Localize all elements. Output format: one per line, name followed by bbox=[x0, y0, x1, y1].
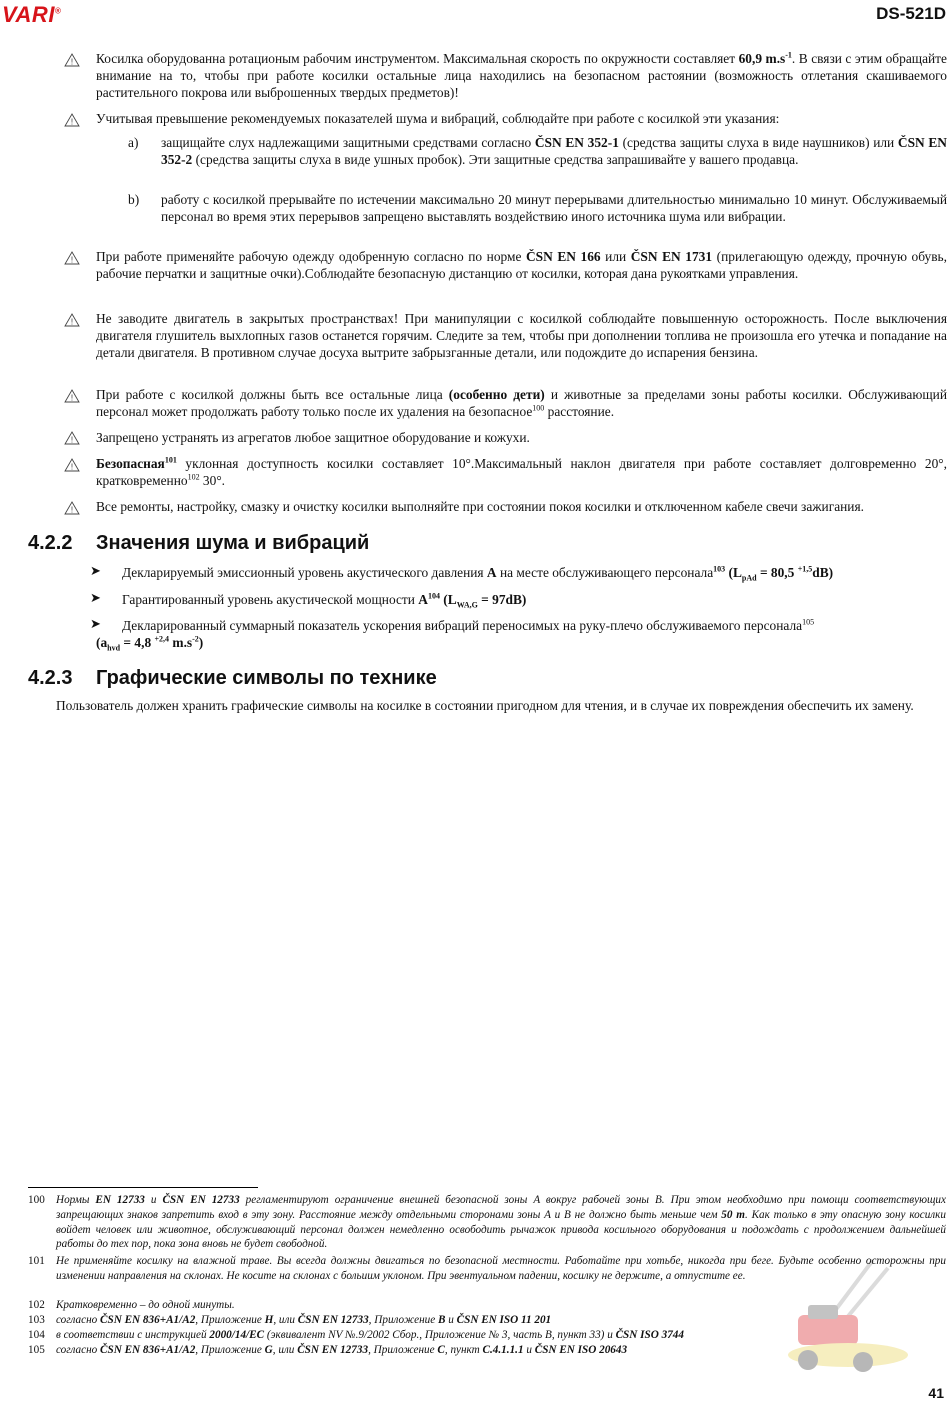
list-item-continuation: ($a_{hvd} = 4,8$ $^{+2,4}$ $m.s^{-2}$) bbox=[96, 634, 204, 653]
list-item: работу с косилкой прерывайте по истечении максимально 20 минут перерывами длительностью минимально 10 минут. Обслуживаемый персонал во время этих перерывов запрещено выставлять воздействию иного источника шума или вибрации. bbox=[161, 192, 947, 224]
warning-triangle-icon bbox=[64, 389, 80, 403]
warning-paragraph: Все ремонты, настройку, смазку и очистку косилки выполняйте при состоянии покоя косилки и отключенном кабеле свечи зажигания. bbox=[96, 499, 864, 514]
arrow-bullet-icon: ➤ bbox=[90, 590, 101, 605]
warning-paragraph: Косилка оборудованна ротационым рабочим инструментом. Максимальная скорость по окружности составляет 60,9 $m.s^{-1}$. В связи с этим обращайте внимание на то, чтобы при работе косилки остальные лица находились на безопасном растоянии (возможность отлетания скашиваемого растительного покрова или выброшенных твердых предметов)! bbox=[96, 50, 947, 100]
body-paragraph: Пользователь должен хранить графические символы на косилке в состоянии пригодном для чтения, и в случае их повреждения обеспечить их замену. bbox=[56, 698, 914, 713]
svg-text:!: ! bbox=[70, 255, 74, 265]
list-item: защищайте слух надлежащими защитными средствами согласно ČSN EN 352-1 (средства защиты слуха в виде наушников) или ČSN EN 352-2 (средства защиты слуха в виде ушных пробок). Эти защитные средства запрашивайте у вашего продавца. bbox=[161, 135, 947, 167]
list-marker: b) bbox=[128, 192, 140, 207]
list-marker: a) bbox=[128, 135, 139, 150]
warning-paragraph: Безопасная$^{101}$ уклонная доступность косилки составляет 10°.Максимальный наклон двигателя при работе составляет долговременно 20°, кратковременно$^{102}$ 30°. bbox=[96, 455, 947, 488]
warning-paragraph: При работе применяйте рабочую одежду одобренную согласно по норме ČSN EN 166 или ČSN EN 1731 (прилегающую одежду, прочную обувь, рабочие перчатки и защитные очки).Соблюдайте безопасную дистанцию от косилки, которая дана рукоятками управления. bbox=[96, 249, 948, 281]
footnote-separator bbox=[28, 1187, 258, 1188]
warning-triangle-icon bbox=[64, 431, 80, 445]
svg-text:!: ! bbox=[70, 317, 74, 327]
warning-triangle-icon bbox=[64, 53, 80, 67]
list-item: Декларированный суммарный показатель ускорения вибраций переносимых на руку-плечо обслуживаемого персонала$^{105}$ bbox=[122, 617, 815, 633]
svg-text:!: ! bbox=[70, 435, 74, 445]
warning-paragraph: Не заводите двигатель в закрытых пространствах! При манипуляции с косилкой соблюдайте повышенную осторожность. После выключения двигателя глушитель выхлопных газов останется горячим. Следите за тем, чтобы при дополнении топлива не произошла его утечка и попадание на детали двигателя. В противном случае досуха вытрите забрызганные детали, или подождите до испарения бензина. bbox=[96, 311, 947, 360]
brand-logo: VARI® bbox=[2, 2, 62, 27]
list-item: Гарантированный уровень акустической мощности $A^{104}$ $(L_{WA,G} = 97dB)$ bbox=[122, 591, 527, 610]
section-heading: 4.2.3 Графические символы по технике bbox=[28, 667, 437, 689]
warning-triangle-icon bbox=[64, 501, 80, 515]
warning-paragraph: Учитывая превышение рекомендуемых показателей шума и вибраций, соблюдайте при работе с косилкой эти указания: bbox=[96, 111, 780, 126]
list-item: Декларируемый эмиссионный уровень акустического давления A на месте обслуживающего персонала$^{103}$ ($L_{pAd} = 80,5$ $^{+1,5}$dB) bbox=[122, 564, 834, 583]
warning-triangle-icon bbox=[64, 251, 80, 265]
section-heading: 4.2.2 Значения шума и вибраций bbox=[28, 532, 370, 554]
arrow-bullet-icon: ➤ bbox=[90, 616, 101, 631]
svg-text:!: ! bbox=[70, 117, 74, 127]
warning-triangle-icon bbox=[64, 113, 80, 127]
warning-triangle-icon bbox=[64, 313, 80, 327]
arrow-bullet-icon: ➤ bbox=[90, 563, 101, 578]
warning-paragraph: При работе с косилкой должны быть все остальные лица (особенно дети) и животные за пределами зоны работы косилки. Обслуживающий персонал может продолжать работу только после их удаления на безопасное$^{100}$ расстояние. bbox=[96, 387, 947, 419]
warning-paragraph: Запрещено устранять из агрегатов любое защитное оборудование и кожухи. bbox=[96, 430, 530, 445]
svg-text:!: ! bbox=[70, 462, 74, 472]
svg-text:!: ! bbox=[70, 393, 74, 403]
svg-text:!: ! bbox=[70, 57, 74, 67]
svg-text:!: ! bbox=[70, 505, 74, 515]
model-code: DS-521D bbox=[876, 4, 946, 23]
page-number: 41 bbox=[928, 1385, 944, 1401]
warning-triangle-icon bbox=[64, 458, 80, 472]
